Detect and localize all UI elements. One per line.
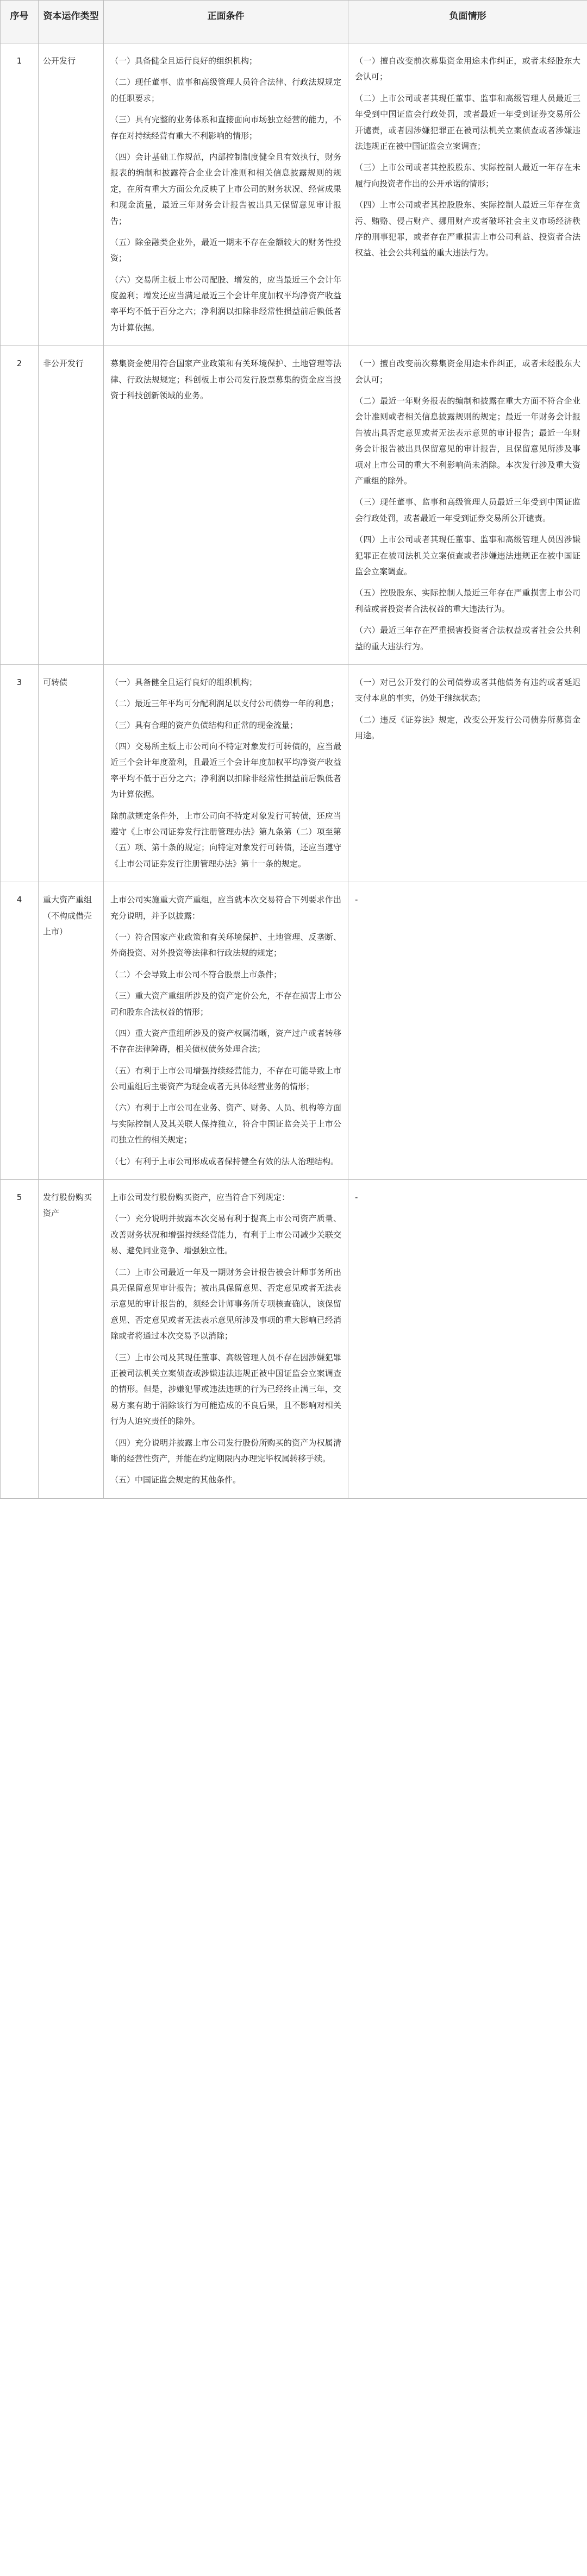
negative-situations xyxy=(348,43,587,346)
operation-type: 公开发行 xyxy=(39,43,104,346)
table-header-row xyxy=(1,1,587,43)
operation-type: 重大资产重组（不构成借壳上市） xyxy=(39,882,104,1180)
condition-item: 募集资金使用符合国家产业政策和有关环境保护、土地管理等法律、行政法规规定；科创板上市公司发行股票募集的资金应当投资于科技创新领域的业务。 xyxy=(110,359,341,401)
condition-item: （二）现任董事、监事和高级管理人员符合法律、行政法规规定的任职要求； xyxy=(110,77,341,103)
condition-item: （七）有利于上市公司形成或者保持健全有效的法人治理结构。 xyxy=(110,1156,339,1166)
positive-conditions xyxy=(104,882,348,1180)
condition-item: （一）符合国家产业政策和有关环境保护、土地管理、反垄断、外商投资、对外投资等法律和行政法规的规定； xyxy=(110,932,341,958)
negative-situations xyxy=(348,882,587,1180)
situation-item: （二）上市公司或者其现任董事、监事和高级管理人员最近三年受到中国证监会行政处罚，或者最近一年受到证券交易所公开谴责，或者因涉嫌犯罪正在被司法机关立案侦查或者涉嫌违法违规正在被中国证监会立案调查； xyxy=(355,93,580,151)
positive-conditions xyxy=(104,1180,348,1499)
situation-item: （四）上市公司或者其控股股东、实际控制人最近三年存在贪污、贿赂、侵占财产、挪用财产或者破坏社会主义市场经济秩序的刑事犯罪，或者存在严重损害上市公司利益、投资者合法权益、社会公共利益的重大违法行为。 xyxy=(355,200,580,258)
row-number: 5 xyxy=(1,1180,39,1499)
condition-item: （一）具备健全且运行良好的组织机构； xyxy=(110,677,258,687)
row-number: 1 xyxy=(1,43,39,346)
condition-item: （六）有利于上市公司在业务、资产、财务、人员、机构等方面与实际控制人及其关联人保持独立，符合中国证监会关于上市公司独立性的相关规定； xyxy=(110,1103,341,1145)
positive-conditions xyxy=(104,664,348,882)
negative-situations xyxy=(348,346,587,665)
negative-situations xyxy=(348,664,587,882)
situation-item: （二）最近一年财务报表的编制和披露在重大方面不符合企业会计准则或者相关信息披露规则的规定；最近一年财务会计报告被出具否定意见或者无法表示意见的审计报告；最近一年财务会计报告被出具保留意见的审计报告，且保留意见所涉及事项对上市公司的重大不利影响尚未消除。本次发行涉及重大资产重组的除外。 xyxy=(355,396,580,486)
situation-item: （三）现任董事、监事和高级管理人员最近三年受到中国证监会行政处罚，或者最近一年受到证券交易所公开谴责。 xyxy=(355,497,580,523)
table-row xyxy=(1,1180,587,1499)
situation-item: （五）控股股东、实际控制人最近三年存在严重损害上市公司利益或者投资者合法权益的重大违法行为。 xyxy=(355,588,580,614)
condition-item: （五）有利于上市公司增强持续经营能力，不存在可能导致上市公司重组后主要资产为现金或者无具体经营业务的情形； xyxy=(110,1065,341,1092)
situation-item: （二）违反《证券法》规定，改变公开发行公司债券所募资金用途。 xyxy=(355,714,580,741)
situation-item: （一）擅自改变前次募集资金用途未作纠正，或者未经股东大会认可； xyxy=(355,359,580,385)
table-row xyxy=(1,346,587,665)
positive-conditions xyxy=(104,43,348,346)
condition-item: （三）具有合理的资产负债结构和正常的现金流量； xyxy=(110,720,298,730)
situation-item: （一）擅自改变前次募集资金用途未作纠正，或者未经股东大会认可； xyxy=(355,56,580,82)
header-type: 资本运作类型 xyxy=(39,1,104,43)
condition-item: （二）上市公司最近一年及一期财务会计报告被会计师事务所出具无保留意见审计报告；被出具保留意见、否定意见或者无法表示意见的审计报告的，须经会计师事务所专项核查确认，该保留意见、否定意见或者无法表示意见所涉及事项的重大影响已经消除或者将通过本次交易予以消除； xyxy=(110,1267,341,1341)
condition-item: （四）交易所主板上市公司向不特定对象发行可转债的，应当最近三个会计年度盈利，且最近三个会计年度加权平均净资产收益率平均不低于百分之六；净利润以扣除非经常性损益前后孰低者为计算依据。 xyxy=(110,742,341,800)
operation-type: 发行股份购买资产 xyxy=(39,1180,104,1499)
condition-item: （二）不会导致上市公司不符合股票上市条件； xyxy=(110,969,282,979)
row-number: 4 xyxy=(1,882,39,1180)
condition-item: （三）具有完整的业务体系和直接面向市场独立经营的能力，不存在对持续经营有重大不利影响的情形； xyxy=(110,115,341,141)
condition-item: （五）中国证监会规定的其他条件。 xyxy=(110,1475,241,1485)
situation-item: （六）最近三年存在严重损害投资者合法权益或者社会公共利益的重大违法行为。 xyxy=(355,625,580,651)
situation-item: （三）上市公司或者其控股股东、实际控制人最近一年存在未履行向投资者作出的公开承诺的情形； xyxy=(355,162,580,189)
table-row xyxy=(1,882,587,1180)
header-negative: 负面情形 xyxy=(348,1,587,43)
condition-item: （五）除金融类企业外，最近一期末不存在金额较大的财务性投资； xyxy=(110,237,341,263)
operation-type: 非公开发行 xyxy=(39,346,104,665)
situation-item: （一）对已公开发行的公司债券或者其他债务有违约或者延迟支付本息的事实，仍处于继续状态； xyxy=(355,677,580,703)
condition-item: （一）充分说明并披露本次交易有利于提高上市公司资产质量、改善财务状况和增强持续经营能力，有利于上市公司减少关联交易、避免同业竞争、增强独立性。 xyxy=(110,1214,341,1256)
condition-item: （三）上市公司及其现任董事、高级管理人员不存在因涉嫌犯罪正被司法机关立案侦查或涉嫌违法违规正被中国证监会立案调查的情形。但是，涉嫌犯罪或违法违规的行为已经终止满三年，交易方案有助于消除该行为可能造成的不良后果，且不影响对相关行为人追究责任的除外。 xyxy=(110,1352,341,1427)
condition-item: （六）交易所主板上市公司配股、增发的，应当最近三个会计年度盈利；增发还应当满足最近三个会计年度加权平均净资产收益率平均不低于百分之六；净利润以扣除非经常性损益前后孰低者为计算依据。 xyxy=(110,274,341,332)
condition-item: 除前款规定条件外，上市公司向不特定对象发行可转债，还应当遵守《上市公司证券发行注册管理办法》第九条第（二）项至第（五）项、第十条的规定；向特定对象发行可转债，还应当遵守《上市公司证券发行注册管理办法》第十一条的规定。 xyxy=(110,811,341,869)
situation-item: （四）上市公司或者其现任董事、监事和高级管理人员因涉嫌犯罪正在被司法机关立案侦查或者涉嫌违法违规正在被中国证监会立案调查。 xyxy=(355,535,580,576)
condition-item: （三）重大资产重组所涉及的资产定价公允，不存在损害上市公司和股东合法权益的情形； xyxy=(110,991,341,1017)
condition-item: 上市公司实施重大资产重组，应当就本次交易符合下列要求作出充分说明，并予以披露： xyxy=(110,895,341,921)
table-row xyxy=(1,664,587,882)
table-row xyxy=(1,43,587,346)
condition-item: （二）最近三年平均可分配利润足以支付公司债券一年的利息； xyxy=(110,699,339,709)
positive-conditions xyxy=(104,346,348,665)
condition-item: 上市公司发行股份购买资产，应当符合下列规定： xyxy=(110,1192,290,1203)
operation-type: 可转债 xyxy=(39,664,104,882)
row-number: 3 xyxy=(1,664,39,882)
header-positive: 正面条件 xyxy=(104,1,348,43)
header-no: 序号 xyxy=(1,1,39,43)
condition-item: （四）会计基础工作规范，内部控制制度健全且有效执行，财务报表的编制和披露符合企业会计准则和相关信息披露规则的规定，在所有重大方面公允反映了上市公司的财务状况、经营成果和现金流量，最近三年财务会计报告被出具无保留意见审计报告； xyxy=(110,152,341,226)
row-number: 2 xyxy=(1,346,39,665)
condition-item: （一）具备健全且运行良好的组织机构； xyxy=(110,56,258,66)
negative-situations xyxy=(348,1180,587,1499)
situation-item: - xyxy=(355,895,358,905)
condition-item: （四）重大资产重组所涉及的资产权属清晰，资产过户或者转移不存在法律障碍，相关债权债务处理合法； xyxy=(110,1028,341,1054)
condition-item: （四）充分说明并披露上市公司发行股份所购买的资产为权属清晰的经营性资产，并能在约定期限内办理完毕权属转移手续。 xyxy=(110,1437,341,1463)
situation-item: - xyxy=(355,1192,358,1203)
